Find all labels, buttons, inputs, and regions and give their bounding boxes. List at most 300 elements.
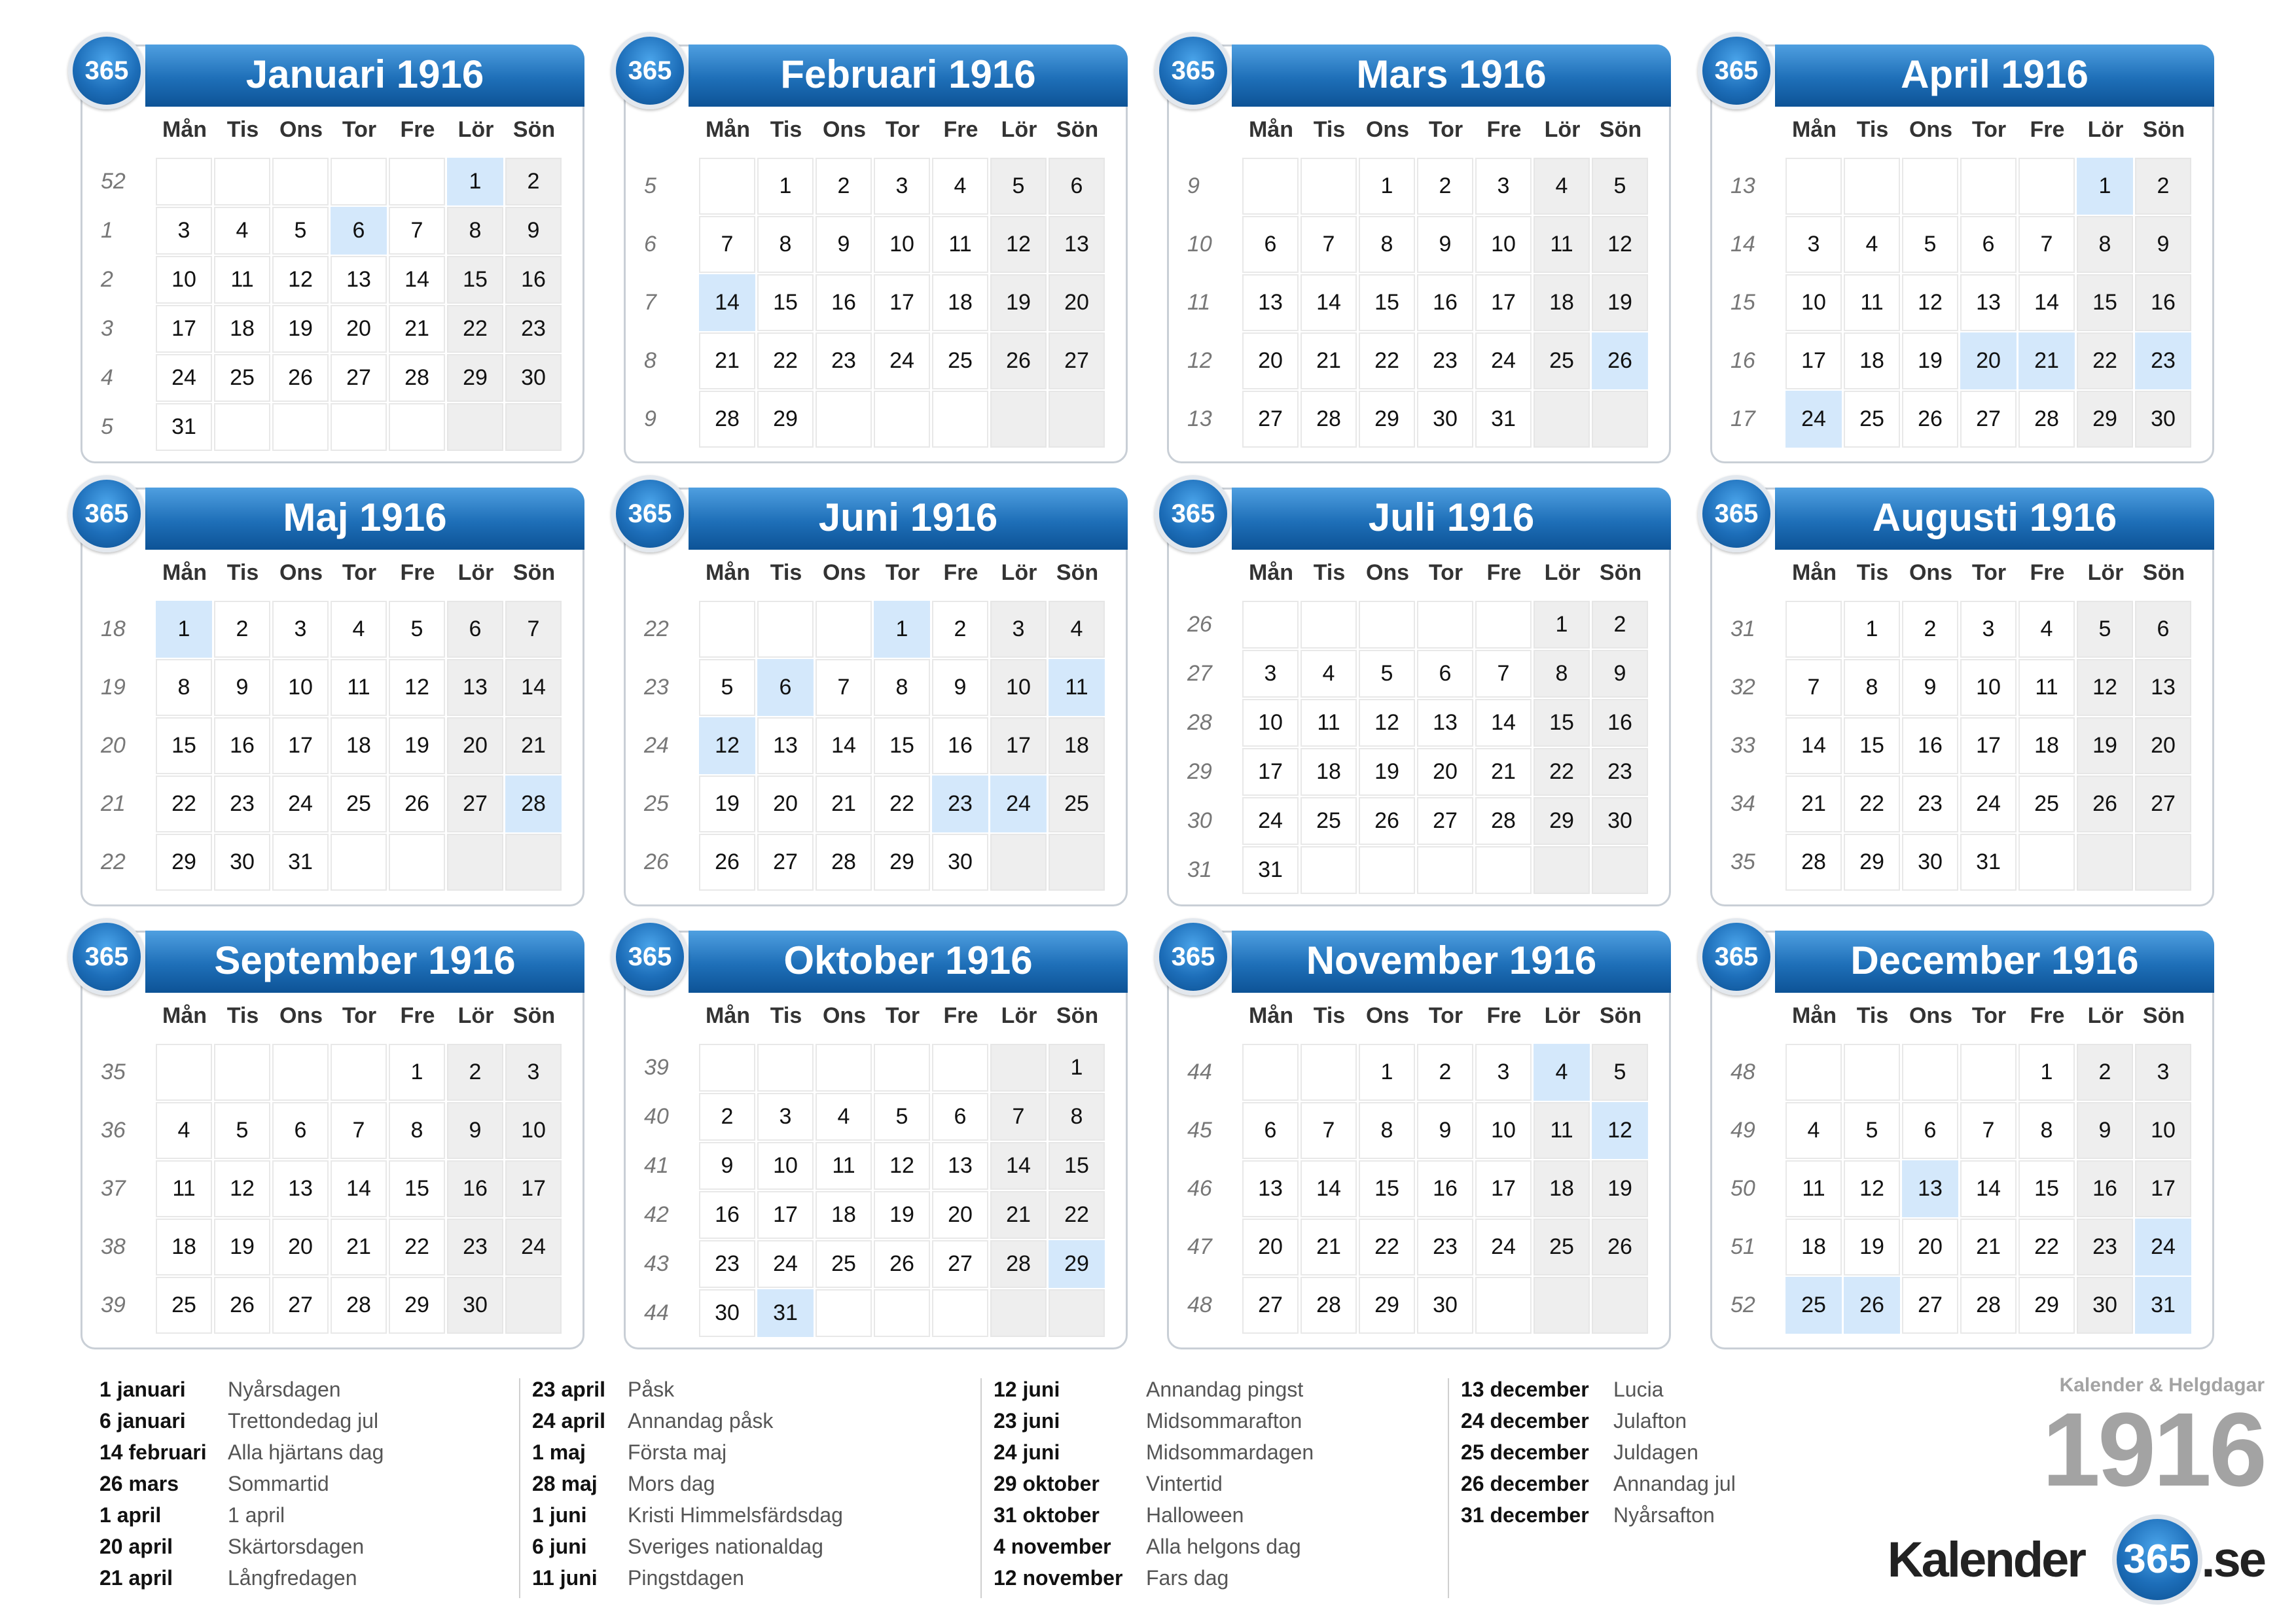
day-cell[interactable]: 16	[699, 1191, 755, 1239]
day-cell[interactable]: 26	[699, 834, 755, 891]
day-cell[interactable]: 15	[874, 717, 930, 774]
day-cell[interactable]: 9	[1417, 216, 1473, 273]
day-cell[interactable]: 24	[272, 776, 329, 832]
day-cell[interactable]: 28	[699, 391, 755, 448]
day-cell[interactable]: 23	[1417, 332, 1473, 389]
day-cell[interactable]: 9	[505, 207, 562, 255]
day-cell[interactable]: 1	[1534, 601, 1590, 649]
day-cell[interactable]: 17	[1242, 748, 1299, 796]
day-cell[interactable]: 3	[1960, 601, 2017, 658]
day-cell[interactable]: 29	[1844, 834, 1900, 891]
day-cell[interactable]: 30	[1902, 834, 1958, 891]
day-cell[interactable]: 18	[816, 1191, 872, 1239]
day-cell[interactable]: 19	[389, 717, 445, 774]
day-cell[interactable]: 24	[1242, 797, 1299, 845]
holiday-day-cell[interactable]: 31	[757, 1289, 814, 1337]
day-cell[interactable]: 6	[272, 1102, 329, 1159]
day-cell[interactable]: 9	[2077, 1102, 2133, 1159]
day-cell[interactable]: 2	[1592, 601, 1648, 649]
day-cell[interactable]: 27	[1242, 1277, 1299, 1334]
day-cell[interactable]: 8	[1359, 216, 1415, 273]
day-cell[interactable]: 14	[505, 659, 562, 716]
day-cell[interactable]: 28	[816, 834, 872, 891]
day-cell[interactable]: 19	[1359, 748, 1415, 796]
day-cell[interactable]: 3	[1475, 158, 1532, 215]
day-cell[interactable]: 7	[331, 1102, 387, 1159]
day-cell[interactable]: 28	[331, 1277, 387, 1334]
day-cell[interactable]: 13	[1049, 216, 1105, 273]
day-cell[interactable]: 1	[1844, 601, 1900, 658]
day-cell[interactable]: 3	[1475, 1044, 1532, 1101]
day-cell[interactable]: 5	[272, 207, 329, 255]
day-cell[interactable]: 28	[389, 354, 445, 402]
day-cell[interactable]: 20	[2135, 717, 2191, 774]
day-cell[interactable]: 16	[505, 256, 562, 304]
day-cell[interactable]: 4	[1300, 650, 1357, 698]
day-cell[interactable]: 7	[1785, 659, 1842, 716]
day-cell[interactable]: 3	[2135, 1044, 2191, 1101]
day-cell[interactable]: 7	[816, 659, 872, 716]
day-cell[interactable]: 17	[272, 717, 329, 774]
day-cell[interactable]: 5	[699, 659, 755, 716]
day-cell[interactable]: 8	[1534, 650, 1590, 698]
day-cell[interactable]: 5	[1592, 158, 1648, 215]
day-cell[interactable]: 15	[757, 274, 814, 331]
day-cell[interactable]: 25	[214, 354, 270, 402]
day-cell[interactable]: 16	[1417, 1160, 1473, 1217]
day-cell[interactable]: 18	[2018, 717, 2075, 774]
day-cell[interactable]: 1	[1359, 1044, 1415, 1101]
day-cell[interactable]: 18	[1534, 274, 1590, 331]
day-cell[interactable]: 19	[699, 776, 755, 832]
day-cell[interactable]: 9	[1902, 659, 1958, 716]
day-cell[interactable]: 25	[1049, 776, 1105, 832]
holiday-day-cell[interactable]: 24	[990, 776, 1047, 832]
holiday-day-cell[interactable]: 23	[2135, 332, 2191, 389]
day-cell[interactable]: 25	[1534, 332, 1590, 389]
day-cell[interactable]: 6	[447, 601, 503, 658]
day-cell[interactable]: 9	[2135, 216, 2191, 273]
day-cell[interactable]: 13	[1417, 699, 1473, 747]
day-cell[interactable]: 10	[2135, 1102, 2191, 1159]
day-cell[interactable]: 21	[1300, 332, 1357, 389]
holiday-day-cell[interactable]: 28	[505, 776, 562, 832]
day-cell[interactable]: 14	[1300, 274, 1357, 331]
day-cell[interactable]: 8	[757, 216, 814, 273]
day-cell[interactable]: 10	[757, 1142, 814, 1190]
day-cell[interactable]: 2	[699, 1093, 755, 1141]
day-cell[interactable]: 10	[874, 216, 930, 273]
holiday-day-cell[interactable]: 21	[2018, 332, 2075, 389]
day-cell[interactable]: 24	[156, 354, 212, 402]
day-cell[interactable]: 14	[816, 717, 872, 774]
day-cell[interactable]: 29	[1534, 797, 1590, 845]
day-cell[interactable]: 12	[1592, 216, 1648, 273]
day-cell[interactable]: 23	[1417, 1219, 1473, 1275]
day-cell[interactable]: 18	[214, 305, 270, 353]
day-cell[interactable]: 12	[214, 1160, 270, 1217]
day-cell[interactable]: 30	[447, 1277, 503, 1334]
day-cell[interactable]: 1	[1359, 158, 1415, 215]
day-cell[interactable]: 29	[2077, 391, 2133, 448]
day-cell[interactable]: 4	[1844, 216, 1900, 273]
day-cell[interactable]: 12	[1902, 274, 1958, 331]
day-cell[interactable]: 17	[874, 274, 930, 331]
day-cell[interactable]: 2	[2135, 158, 2191, 215]
day-cell[interactable]: 27	[1049, 332, 1105, 389]
day-cell[interactable]: 21	[990, 1191, 1047, 1239]
day-cell[interactable]: 17	[505, 1160, 562, 1217]
day-cell[interactable]: 29	[389, 1277, 445, 1334]
day-cell[interactable]: 1	[389, 1044, 445, 1101]
day-cell[interactable]: 21	[1300, 1219, 1357, 1275]
day-cell[interactable]: 19	[2077, 717, 2133, 774]
day-cell[interactable]: 22	[1359, 332, 1415, 389]
day-cell[interactable]: 21	[389, 305, 445, 353]
day-cell[interactable]: 13	[1242, 274, 1299, 331]
day-cell[interactable]: 31	[1960, 834, 2017, 891]
day-cell[interactable]: 10	[1242, 699, 1299, 747]
day-cell[interactable]: 7	[699, 216, 755, 273]
day-cell[interactable]: 28	[1960, 1277, 2017, 1334]
day-cell[interactable]: 3	[757, 1093, 814, 1141]
day-cell[interactable]: 16	[1902, 717, 1958, 774]
holiday-day-cell[interactable]: 1	[156, 601, 212, 658]
day-cell[interactable]: 17	[990, 717, 1047, 774]
day-cell[interactable]: 20	[932, 1191, 988, 1239]
day-cell[interactable]: 30	[505, 354, 562, 402]
day-cell[interactable]: 20	[1242, 1219, 1299, 1275]
day-cell[interactable]: 29	[2018, 1277, 2075, 1334]
day-cell[interactable]: 14	[1300, 1160, 1357, 1217]
day-cell[interactable]: 7	[2018, 216, 2075, 273]
day-cell[interactable]: 11	[816, 1142, 872, 1190]
day-cell[interactable]: 17	[156, 305, 212, 353]
day-cell[interactable]: 2	[2077, 1044, 2133, 1101]
day-cell[interactable]: 24	[1475, 1219, 1532, 1275]
day-cell[interactable]: 30	[1417, 391, 1473, 448]
day-cell[interactable]: 19	[1592, 1160, 1648, 1217]
day-cell[interactable]: 4	[214, 207, 270, 255]
day-cell[interactable]: 26	[874, 1240, 930, 1288]
day-cell[interactable]: 6	[1242, 216, 1299, 273]
day-cell[interactable]: 23	[1902, 776, 1958, 832]
day-cell[interactable]: 6	[1417, 650, 1473, 698]
day-cell[interactable]: 23	[214, 776, 270, 832]
day-cell[interactable]: 19	[990, 274, 1047, 331]
day-cell[interactable]: 10	[1475, 1102, 1532, 1159]
day-cell[interactable]: 30	[1417, 1277, 1473, 1334]
day-cell[interactable]: 25	[816, 1240, 872, 1288]
day-cell[interactable]: 21	[1960, 1219, 2017, 1275]
day-cell[interactable]: 27	[757, 834, 814, 891]
day-cell[interactable]: 7	[505, 601, 562, 658]
day-cell[interactable]: 27	[272, 1277, 329, 1334]
day-cell[interactable]: 23	[816, 332, 872, 389]
day-cell[interactable]: 20	[331, 305, 387, 353]
day-cell[interactable]: 22	[389, 1219, 445, 1275]
day-cell[interactable]: 20	[1242, 332, 1299, 389]
day-cell[interactable]: 2	[1417, 1044, 1473, 1101]
day-cell[interactable]: 8	[874, 659, 930, 716]
day-cell[interactable]: 9	[699, 1142, 755, 1190]
day-cell[interactable]: 30	[2135, 391, 2191, 448]
day-cell[interactable]: 2	[214, 601, 270, 658]
day-cell[interactable]: 23	[505, 305, 562, 353]
day-cell[interactable]: 4	[331, 601, 387, 658]
day-cell[interactable]: 10	[1475, 216, 1532, 273]
day-cell[interactable]: 7	[389, 207, 445, 255]
day-cell[interactable]: 6	[2135, 601, 2191, 658]
day-cell[interactable]: 17	[1475, 1160, 1532, 1217]
day-cell[interactable]: 26	[2077, 776, 2133, 832]
day-cell[interactable]: 26	[272, 354, 329, 402]
day-cell[interactable]: 9	[932, 659, 988, 716]
day-cell[interactable]: 21	[1475, 748, 1532, 796]
day-cell[interactable]: 15	[389, 1160, 445, 1217]
day-cell[interactable]: 26	[990, 332, 1047, 389]
day-cell[interactable]: 30	[214, 834, 270, 891]
day-cell[interactable]: 25	[1534, 1219, 1590, 1275]
day-cell[interactable]: 8	[2077, 216, 2133, 273]
day-cell[interactable]: 2	[505, 158, 562, 205]
day-cell[interactable]: 12	[389, 659, 445, 716]
day-cell[interactable]: 8	[1049, 1093, 1105, 1141]
day-cell[interactable]: 28	[1300, 1277, 1357, 1334]
day-cell[interactable]: 20	[1417, 748, 1473, 796]
holiday-day-cell[interactable]: 26	[1592, 332, 1648, 389]
day-cell[interactable]: 28	[1300, 391, 1357, 448]
day-cell[interactable]: 30	[932, 834, 988, 891]
day-cell[interactable]: 13	[2135, 659, 2191, 716]
day-cell[interactable]: 29	[1359, 1277, 1415, 1334]
day-cell[interactable]: 5	[874, 1093, 930, 1141]
day-cell[interactable]: 25	[932, 332, 988, 389]
day-cell[interactable]: 3	[156, 207, 212, 255]
day-cell[interactable]: 4	[1534, 158, 1590, 215]
holiday-day-cell[interactable]: 1	[874, 601, 930, 658]
day-cell[interactable]: 2	[447, 1044, 503, 1101]
day-cell[interactable]: 22	[1359, 1219, 1415, 1275]
day-cell[interactable]: 11	[214, 256, 270, 304]
holiday-day-cell[interactable]: 12	[1592, 1102, 1648, 1159]
holiday-day-cell[interactable]: 1	[447, 158, 503, 205]
day-cell[interactable]: 13	[757, 717, 814, 774]
day-cell[interactable]: 5	[990, 158, 1047, 215]
day-cell[interactable]: 26	[1359, 797, 1415, 845]
day-cell[interactable]: 11	[2018, 659, 2075, 716]
day-cell[interactable]: 10	[156, 256, 212, 304]
day-cell[interactable]: 11	[1534, 216, 1590, 273]
day-cell[interactable]: 1	[1049, 1044, 1105, 1092]
day-cell[interactable]: 3	[874, 158, 930, 215]
day-cell[interactable]: 5	[1359, 650, 1415, 698]
day-cell[interactable]: 19	[1902, 332, 1958, 389]
day-cell[interactable]: 25	[1844, 391, 1900, 448]
day-cell[interactable]: 2	[1417, 158, 1473, 215]
day-cell[interactable]: 11	[331, 659, 387, 716]
day-cell[interactable]: 16	[2135, 274, 2191, 331]
day-cell[interactable]: 29	[1359, 391, 1415, 448]
day-cell[interactable]: 14	[1960, 1160, 2017, 1217]
day-cell[interactable]: 2	[1902, 601, 1958, 658]
day-cell[interactable]: 11	[1844, 274, 1900, 331]
day-cell[interactable]: 15	[1844, 717, 1900, 774]
day-cell[interactable]: 24	[1475, 332, 1532, 389]
day-cell[interactable]: 4	[932, 158, 988, 215]
day-cell[interactable]: 27	[1960, 391, 2017, 448]
day-cell[interactable]: 7	[1300, 216, 1357, 273]
holiday-day-cell[interactable]: 13	[1902, 1160, 1958, 1217]
day-cell[interactable]: 14	[1475, 699, 1532, 747]
day-cell[interactable]: 23	[1592, 748, 1648, 796]
day-cell[interactable]: 23	[2077, 1219, 2133, 1275]
day-cell[interactable]: 13	[1242, 1160, 1299, 1217]
holiday-day-cell[interactable]: 23	[932, 776, 988, 832]
day-cell[interactable]: 5	[1592, 1044, 1648, 1101]
day-cell[interactable]: 20	[447, 717, 503, 774]
day-cell[interactable]: 29	[156, 834, 212, 891]
day-cell[interactable]: 12	[1844, 1160, 1900, 1217]
day-cell[interactable]: 31	[1242, 846, 1299, 894]
day-cell[interactable]: 11	[1534, 1102, 1590, 1159]
day-cell[interactable]: 3	[1242, 650, 1299, 698]
day-cell[interactable]: 9	[816, 216, 872, 273]
day-cell[interactable]: 8	[1844, 659, 1900, 716]
day-cell[interactable]: 7	[1300, 1102, 1357, 1159]
day-cell[interactable]: 17	[757, 1191, 814, 1239]
day-cell[interactable]: 21	[699, 332, 755, 389]
day-cell[interactable]: 15	[2018, 1160, 2075, 1217]
day-cell[interactable]: 28	[990, 1240, 1047, 1288]
day-cell[interactable]: 4	[1049, 601, 1105, 658]
holiday-day-cell[interactable]: 26	[1844, 1277, 1900, 1334]
day-cell[interactable]: 18	[1534, 1160, 1590, 1217]
holiday-day-cell[interactable]: 25	[1785, 1277, 1842, 1334]
day-cell[interactable]: 9	[447, 1102, 503, 1159]
day-cell[interactable]: 30	[1592, 797, 1648, 845]
day-cell[interactable]: 14	[389, 256, 445, 304]
day-cell[interactable]: 24	[757, 1240, 814, 1288]
holiday-day-cell[interactable]: 1	[2077, 158, 2133, 215]
day-cell[interactable]: 11	[932, 216, 988, 273]
day-cell[interactable]: 22	[2018, 1219, 2075, 1275]
day-cell[interactable]: 21	[1785, 776, 1842, 832]
day-cell[interactable]: 1	[2018, 1044, 2075, 1101]
day-cell[interactable]: 12	[874, 1142, 930, 1190]
holiday-day-cell[interactable]: 24	[1785, 391, 1842, 448]
brand-logo[interactable]	[1887, 1514, 2265, 1599]
day-cell[interactable]: 20	[1049, 274, 1105, 331]
day-cell[interactable]: 26	[1592, 1219, 1648, 1275]
day-cell[interactable]: 28	[2018, 391, 2075, 448]
day-cell[interactable]: 4	[816, 1093, 872, 1141]
day-cell[interactable]: 2	[816, 158, 872, 215]
holiday-day-cell[interactable]: 20	[1960, 332, 2017, 389]
day-cell[interactable]: 6	[1242, 1102, 1299, 1159]
day-cell[interactable]: 8	[447, 207, 503, 255]
day-cell[interactable]: 26	[389, 776, 445, 832]
day-cell[interactable]: 22	[447, 305, 503, 353]
day-cell[interactable]: 18	[1785, 1219, 1842, 1275]
day-cell[interactable]: 28	[1785, 834, 1842, 891]
day-cell[interactable]: 4	[156, 1102, 212, 1159]
day-cell[interactable]: 21	[505, 717, 562, 774]
day-cell[interactable]: 15	[1359, 274, 1415, 331]
day-cell[interactable]: 18	[1300, 748, 1357, 796]
day-cell[interactable]: 20	[757, 776, 814, 832]
holiday-day-cell[interactable]: 14	[699, 274, 755, 331]
day-cell[interactable]: 23	[699, 1240, 755, 1288]
day-cell[interactable]: 2	[932, 601, 988, 658]
day-cell[interactable]: 7	[990, 1093, 1047, 1141]
holiday-day-cell[interactable]: 29	[1049, 1240, 1105, 1288]
day-cell[interactable]: 13	[447, 659, 503, 716]
day-cell[interactable]: 11	[1300, 699, 1357, 747]
holiday-day-cell[interactable]: 4	[1534, 1044, 1590, 1101]
day-cell[interactable]: 15	[156, 717, 212, 774]
day-cell[interactable]: 11	[1785, 1160, 1842, 1217]
day-cell[interactable]: 27	[447, 776, 503, 832]
day-cell[interactable]: 13	[932, 1142, 988, 1190]
day-cell[interactable]: 20	[272, 1219, 329, 1275]
day-cell[interactable]: 24	[1960, 776, 2017, 832]
day-cell[interactable]: 18	[331, 717, 387, 774]
day-cell[interactable]: 15	[1049, 1142, 1105, 1190]
day-cell[interactable]: 22	[1534, 748, 1590, 796]
day-cell[interactable]: 4	[1785, 1102, 1842, 1159]
day-cell[interactable]: 3	[990, 601, 1047, 658]
day-cell[interactable]: 31	[156, 403, 212, 451]
holiday-day-cell[interactable]: 24	[2135, 1219, 2191, 1275]
holiday-day-cell[interactable]: 12	[699, 717, 755, 774]
day-cell[interactable]: 4	[2018, 601, 2075, 658]
day-cell[interactable]: 3	[1785, 216, 1842, 273]
holiday-day-cell[interactable]: 31	[2135, 1277, 2191, 1334]
day-cell[interactable]: 12	[1359, 699, 1415, 747]
day-cell[interactable]: 29	[757, 391, 814, 448]
day-cell[interactable]: 7	[1475, 650, 1532, 698]
day-cell[interactable]: 8	[2018, 1102, 2075, 1159]
day-cell[interactable]: 1	[757, 158, 814, 215]
day-cell[interactable]: 16	[214, 717, 270, 774]
day-cell[interactable]: 10	[1960, 659, 2017, 716]
day-cell[interactable]: 17	[1785, 332, 1842, 389]
day-cell[interactable]: 22	[874, 776, 930, 832]
day-cell[interactable]: 10	[505, 1102, 562, 1159]
day-cell[interactable]: 21	[331, 1219, 387, 1275]
day-cell[interactable]: 23	[447, 1219, 503, 1275]
holiday-day-cell[interactable]: 11	[1049, 659, 1105, 716]
day-cell[interactable]: 15	[2077, 274, 2133, 331]
day-cell[interactable]: 17	[2135, 1160, 2191, 1217]
day-cell[interactable]: 25	[1300, 797, 1357, 845]
day-cell[interactable]: 5	[389, 601, 445, 658]
day-cell[interactable]: 25	[156, 1277, 212, 1334]
day-cell[interactable]: 19	[272, 305, 329, 353]
day-cell[interactable]: 6	[1049, 158, 1105, 215]
day-cell[interactable]: 20	[1902, 1219, 1958, 1275]
day-cell[interactable]: 24	[874, 332, 930, 389]
holiday-day-cell[interactable]: 6	[757, 659, 814, 716]
day-cell[interactable]: 16	[932, 717, 988, 774]
day-cell[interactable]: 16	[1592, 699, 1648, 747]
day-cell[interactable]: 22	[2077, 332, 2133, 389]
day-cell[interactable]: 30	[699, 1289, 755, 1337]
day-cell[interactable]: 19	[1844, 1219, 1900, 1275]
holiday-day-cell[interactable]: 6	[331, 207, 387, 255]
day-cell[interactable]: 7	[1960, 1102, 2017, 1159]
